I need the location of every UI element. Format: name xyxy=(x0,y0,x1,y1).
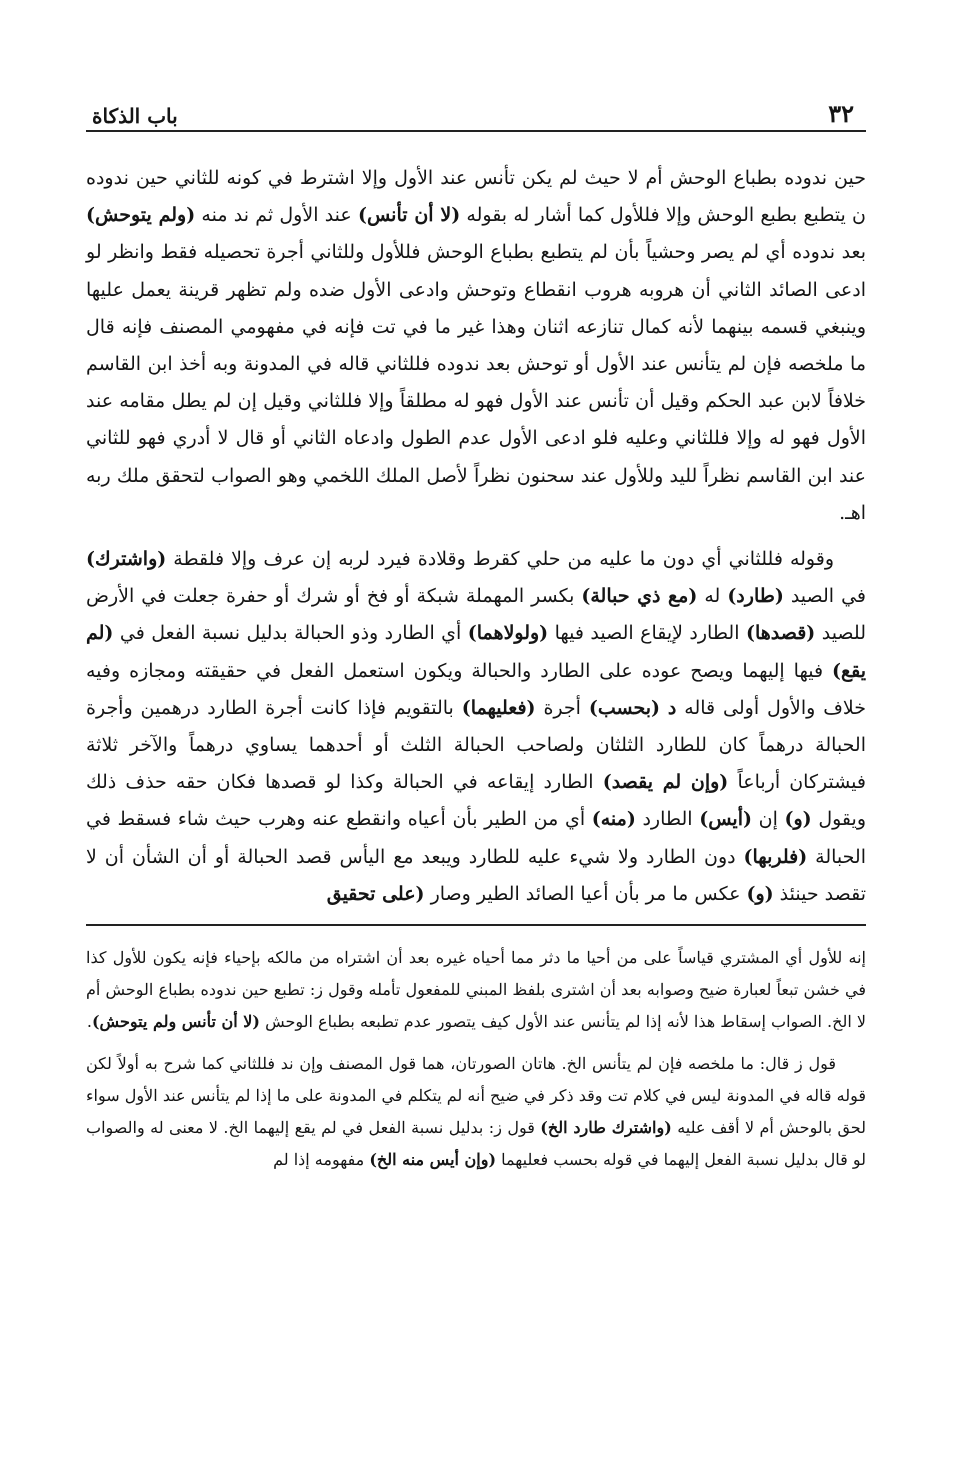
footnote-paragraph-1 xyxy=(86,942,866,1037)
main-text xyxy=(86,160,866,913)
text-run: فيها إليهما ويصح عوده على الطارد والحبالة ويكون استعمل الفعل في حقيقته ومجازه وفيه خلاف والأول أولى قاله xyxy=(86,659,866,719)
text-run: بكسر المهملة شبكة أو فخ أو شرك أو حفرة جعلت في الأرض للصيد xyxy=(86,585,866,645)
bold-matn-quote: (وإن أيس منه الخ) xyxy=(369,1149,497,1169)
bold-matn-quote: (أيس) xyxy=(699,808,752,831)
text-run: دون الطارد ولا شيء عليه للطارد ويبعد مع اليأس قصد الحبالة أو أن الشأن أن لا تقصد حينئذ xyxy=(86,845,866,905)
text-run: قول ز: بدليل نسبة الفعل في لم يقع إليهما الخ. لا معنى له والصواب لو قال بدليل نسبة الفعل إليهما في قوله بحسب فعليهما xyxy=(86,1118,866,1169)
text-run: . xyxy=(86,1011,92,1031)
running-header xyxy=(86,88,866,132)
bold-matn-quote: (طارد) xyxy=(727,585,784,608)
text-run: أجرة xyxy=(535,696,589,719)
text-run: وقوله فللثاني أي دون ما عليه من حلي كقرط وقلادة فيرد لربه إن عرف وإلا فلقطة xyxy=(166,548,834,571)
text-run: الطارد xyxy=(635,808,700,831)
bold-matn-quote: (لا أن تأنس ولم يتوحش) xyxy=(91,1011,260,1031)
text-run: الطارد لإيقاع الصيد فيها xyxy=(548,622,746,645)
bold-matn-quote: (واشترك طارد الخ) xyxy=(540,1118,672,1138)
footnote-paragraph-2 xyxy=(86,1048,866,1175)
main-paragraph-1 xyxy=(86,160,866,532)
bold-matn-quote: (لم يقع) xyxy=(86,622,866,682)
text-run: عند الأول ثم ند منه xyxy=(195,204,358,227)
text-run: قول ز قال: ما ملخصه فإن لم يتأنس الخ. هاتان الصورتان، هما قول المصنف وإن ند فللثاني كما شرح به أولاً لكن قوله قاله في المدونة ليس في كلام تت وقد ذكر في ضيح أنه لم يتكلم في المدونة على ما إذا لم يتأنس عند الأول سواء لحق بالوحش أم لا أقف عليه xyxy=(86,1054,866,1138)
bold-matn-quote: (على تحقيق xyxy=(326,882,425,905)
text-run: حين ندوده بطباع الوحش أم لا حيث لم يكن تأنس عند الأول وإلا اشترط في كونه للثاني حين ندوده ن يتطبع بطبع الوحش وإلا فللأول كما أشار له بقوله xyxy=(86,167,866,227)
text-run xyxy=(660,697,668,719)
text-run: أي من الطير بأن أعياه وانقطع عنه وهرب حيث شاء فسقط في الحبالة xyxy=(86,808,866,868)
text-run: إن xyxy=(751,808,785,831)
footnotes xyxy=(86,942,866,1176)
text-run: بالتقويم فإذا كانت أجرة الطارد درهمين وأجرة الحبالة درهماً كان للطارد الثلثان ولصاحب الحبالة الثلث أو أحدهما يساوي درهماً والآخر ثلاثة فيشتركان أرباعاً xyxy=(86,696,867,794)
text-run: إنه للأول أي المشتري قياساً على من أحيا ما دثر مما أحياه غيره بعد أن اشتراه من مالكه بإحياء فإنه يكون للأول كذا في خشن تبعاً لعبارة ضيح وصوابه بعد أن اشترى بلفظ المبني للمفعول تأمله وقول ز: تطبع حين ندوده بطباع الوحش أم لا الخ. الصواب إسقاط هذا لأنه إذا لم يتأنس عند الأول كيف يتصور عدم تطبعه بطباع الوحش xyxy=(86,948,866,1031)
bold-matn-quote: (و) xyxy=(784,808,812,831)
footnote-divider xyxy=(86,924,866,926)
text-run: الطارد إيقاعه في الحبالة وكذا لو قصدها فكان حقه حذف ذلك ويقول xyxy=(86,771,867,831)
text-run: في الصيد xyxy=(783,585,867,608)
bold-matn-quote: (منه) xyxy=(591,808,636,831)
text-run: أي الطارد وذو الحبالة بدليل نسبة الفعل في xyxy=(113,622,468,645)
bold-matn-quote: (لا أن تأنس) xyxy=(357,204,461,227)
text-run: بعد ندوده أي لم يصر وحشياً بأن لم يتطبع بطباع الوحش فللأول وللثاني أجرة تحصيله فقط وانظر لو ادعى الصائد الثاني أن هروبه هروب انقطاع وتوحش وادعى الأول ضده ولم تظهر قرينة يعمل عليها وينبغي قسمه بينهما لأنه كمال تنازعه اثنان وهذا غير ما في تت فإنه في مفهومي المصنف فإنه قال ما ملخصه فإن لم يتأنس عند الأول أو توحش بعد ندوده فللثاني قاله في المدونة وبه أخذ ابن القاسم خلافاً لابن عبد الحكم وقيل أن تأنس عند الأول فهو له مطلقاً وإلا فللثاني وقيل إن لم يطل مقامه عند الأول فهو له وإلا فللثاني وعليه فلو ادعى الأول عدم الطول وادعاه الثاني أو قال لا أدري فهو للثاني عند ابن القاسم نظراً لليد وللأول عند سحنون نظراً لأصل الملك اللخمي وهو الصواب لتحقق ملك ربه اهـ. xyxy=(86,241,866,524)
bold-matn-quote: (ولم يتوحش) xyxy=(86,204,196,227)
text-run: مفهومه إذا لم xyxy=(273,1149,370,1169)
bold-matn-quote: (و) xyxy=(746,882,774,905)
text-run: له xyxy=(697,585,728,608)
bold-matn-quote: (وإن لم يقصد) xyxy=(602,771,729,794)
bold-matn-quote: (بحسب) xyxy=(588,696,660,719)
bold-matn-quote: (ولولاهما) xyxy=(467,622,549,645)
bold-matn-quote: (فعليهما) xyxy=(461,696,536,719)
page-number: ٣٢ xyxy=(828,99,854,128)
text-run: عكس ما مر بأن أعيا الصائد الطير وصار xyxy=(424,882,747,905)
bold-matn-quote: (واشترك) xyxy=(86,548,167,571)
bold-matn-quote: (فلربها) xyxy=(743,845,808,868)
bold-matn-quote: (قصدها) xyxy=(745,622,816,645)
chapter-title: باب الذكاة xyxy=(92,104,178,128)
bold-matn-quote: (مع ذي حبالة) xyxy=(581,585,698,608)
bold-source-abbrev: د xyxy=(667,696,677,719)
main-paragraph-2 xyxy=(86,541,866,913)
